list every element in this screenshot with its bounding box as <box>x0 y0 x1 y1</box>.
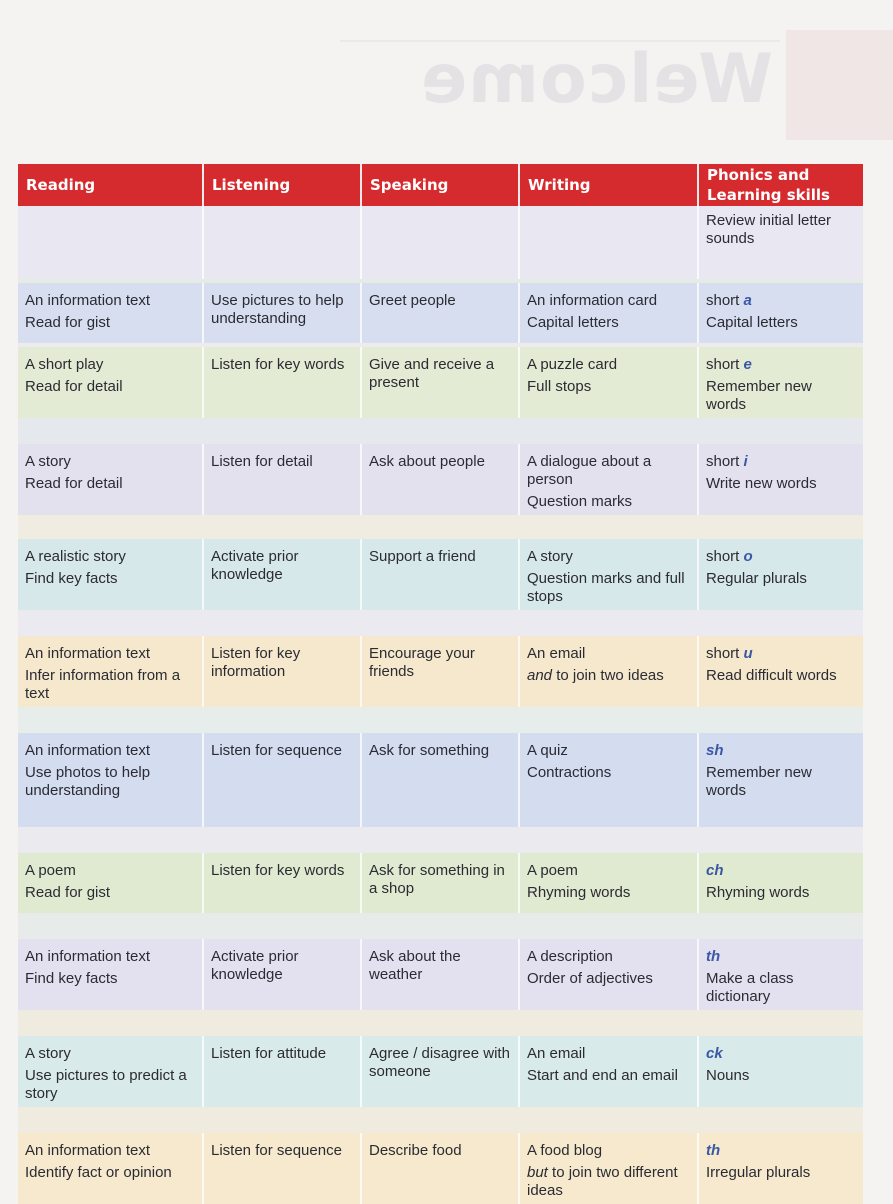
speaking-skill: Ask for something in a shop <box>369 862 505 897</box>
listening-cell <box>204 206 362 279</box>
listening-skill: Listen for key words <box>211 862 345 879</box>
listening-skill: Activate prior knowledge <box>211 948 299 983</box>
speaking-skill: Ask about the weather <box>369 948 461 983</box>
listening-cell <box>204 539 362 610</box>
speaking-cell <box>362 853 520 913</box>
writing-cell <box>520 1133 699 1204</box>
learning-skill: Remember new words <box>706 378 812 413</box>
reading-skill: Find key facts <box>25 570 118 587</box>
short-label: short <box>706 356 740 373</box>
table-row <box>18 206 863 279</box>
speaking-skill: Agree / disagree with someone <box>369 1045 510 1080</box>
learning-skill: Remember new words <box>706 764 812 799</box>
writing-cell <box>520 206 699 279</box>
table-row <box>18 1036 863 1107</box>
table-row <box>18 939 863 1010</box>
listening-cell <box>204 283 362 343</box>
speaking-cell <box>362 733 520 827</box>
header-speaking: Speaking <box>362 164 520 206</box>
phonics-cell <box>699 853 863 913</box>
table-header-row <box>18 164 863 206</box>
speaking-cell <box>362 347 520 418</box>
phonics-cell <box>699 636 863 707</box>
reading-text-type: A story <box>25 453 71 470</box>
reading-skill: Read for detail <box>25 378 123 395</box>
reading-text-type: An information text <box>25 948 151 965</box>
phonics-letter: th <box>706 948 721 965</box>
header-phonics: Phonics and Learning skills <box>699 164 863 206</box>
phonics-letter: th <box>706 1142 721 1159</box>
speaking-cell <box>362 444 520 515</box>
learning-skill: Make a class dictionary <box>706 970 794 1005</box>
reading-text-type: A poem <box>25 862 76 879</box>
listening-cell <box>204 853 362 913</box>
table-row <box>18 1133 863 1204</box>
short-label: short <box>706 548 740 565</box>
writing-text-type: An email <box>527 1045 586 1062</box>
writing-text-type: A puzzle card <box>527 356 618 373</box>
writing-skill: and to join two ideas <box>527 667 664 684</box>
listening-skill: Listen for detail <box>211 453 313 470</box>
writing-text-type: An email <box>527 645 586 662</box>
listening-cell <box>204 444 362 515</box>
reading-text-type: An information text <box>25 645 151 662</box>
writing-text-type: A story <box>527 548 573 565</box>
learning-skill: Nouns <box>706 1067 750 1084</box>
writing-skill: Contractions <box>527 764 612 781</box>
short-label: short <box>706 292 740 309</box>
listening-skill: Use pictures to help understanding <box>211 292 344 327</box>
phonics-cell <box>699 444 863 515</box>
phonics-sound <box>706 292 856 310</box>
speaking-cell <box>362 539 520 610</box>
learning-skill: Regular plurals <box>706 570 807 587</box>
table-row <box>18 539 863 610</box>
phonics-letter: ck <box>706 1045 723 1062</box>
short-label: short <box>706 645 740 662</box>
speaking-skill: Ask for something <box>369 742 490 759</box>
speaking-skill: Greet people <box>369 292 456 309</box>
phonics-letter: a <box>743 292 752 309</box>
phonics-cell <box>699 1036 863 1107</box>
background-decoration <box>786 30 893 140</box>
listening-skill: Listen for sequence <box>211 742 342 759</box>
writing-skill: but to join two different ideas <box>527 1164 678 1199</box>
speaking-cell <box>362 206 520 279</box>
italic-word: but <box>527 1164 548 1181</box>
reading-cell <box>18 539 204 610</box>
writing-cell <box>520 539 699 610</box>
table-row <box>18 733 863 827</box>
header-writing: Writing <box>520 164 699 206</box>
reading-skill: Read for gist <box>25 314 111 331</box>
listening-cell <box>204 733 362 827</box>
writing-skill: Start and end an email <box>527 1067 678 1084</box>
speaking-skill: Support a friend <box>369 548 476 565</box>
reading-text-type: An information text <box>25 292 151 309</box>
listening-cell <box>204 939 362 1010</box>
writing-text-type: A poem <box>527 862 578 879</box>
writing-text-type: A food blog <box>527 1142 603 1159</box>
writing-skill: Question marks <box>527 493 633 510</box>
speaking-skill: Give and receive a present <box>369 356 495 391</box>
phonics-cell <box>699 539 863 610</box>
reading-cell <box>18 347 204 418</box>
listening-skill: Listen for key words <box>211 356 345 373</box>
phonics-sound <box>706 548 856 566</box>
speaking-cell <box>362 283 520 343</box>
reading-skill: Use photos to help understanding <box>25 764 151 799</box>
reading-cell <box>18 444 204 515</box>
writing-cell <box>520 283 699 343</box>
writing-cell <box>520 939 699 1010</box>
table-row <box>18 853 863 913</box>
writing-cell <box>520 347 699 418</box>
learning-skill: Read difficult words <box>706 667 837 684</box>
writing-text-type: An information card <box>527 292 658 309</box>
writing-cell <box>520 1036 699 1107</box>
listening-cell <box>204 1133 362 1204</box>
reading-text-type: A short play <box>25 356 104 373</box>
phonics-letter: sh <box>706 742 724 759</box>
table-row <box>18 444 863 515</box>
table-row <box>18 636 863 707</box>
reading-skill: Read for detail <box>25 475 123 492</box>
listening-cell <box>204 636 362 707</box>
speaking-cell <box>362 1133 520 1204</box>
reading-text-type: An information text <box>25 742 151 759</box>
skills-table <box>18 164 863 1204</box>
header-listening: Listening <box>204 164 362 206</box>
phonics-sound <box>706 645 856 663</box>
phonics-letter: i <box>743 453 748 470</box>
reading-text-type: An information text <box>25 1142 151 1159</box>
phonics-sound <box>706 356 856 374</box>
reading-cell <box>18 206 204 279</box>
phonics-letter: o <box>743 548 753 565</box>
reading-text-type: A story <box>25 1045 71 1062</box>
learning-skill: Review initial letter sounds <box>706 212 832 247</box>
reading-cell <box>18 853 204 913</box>
table-row <box>18 283 863 343</box>
table-row <box>18 347 863 418</box>
listening-skill: Activate prior knowledge <box>211 548 299 583</box>
reading-cell <box>18 733 204 827</box>
speaking-cell <box>362 1036 520 1107</box>
phonics-cell <box>699 939 863 1010</box>
writing-skill: Question marks and full stops <box>527 570 685 605</box>
writing-cell <box>520 853 699 913</box>
writing-skill: Capital letters <box>527 314 619 331</box>
listening-skill: Listen for key information <box>211 645 301 680</box>
speaking-cell <box>362 636 520 707</box>
learning-skill: Write new words <box>706 475 817 492</box>
phonics-cell <box>699 347 863 418</box>
writing-skill: Rhyming words <box>527 884 631 901</box>
phonics-letter: ch <box>706 862 724 879</box>
listening-cell <box>204 347 362 418</box>
italic-word: and <box>527 667 553 684</box>
speaking-skill: Ask about people <box>369 453 485 470</box>
reading-skill: Use pictures to predict a story <box>25 1067 187 1102</box>
reading-cell <box>18 283 204 343</box>
learning-skill: Rhyming words <box>706 884 810 901</box>
reading-cell <box>18 1133 204 1204</box>
writing-cell <box>520 733 699 827</box>
phonics-letter: u <box>743 645 753 662</box>
writing-text-type: A dialogue about a person <box>527 453 652 488</box>
speaking-skill: Describe food <box>369 1142 462 1159</box>
writing-text-type: A quiz <box>527 742 568 759</box>
writing-text-type: A description <box>527 948 613 965</box>
reading-text-type: A realistic story <box>25 548 126 565</box>
writing-skill: Full stops <box>527 378 592 395</box>
phonics-letter: e <box>743 356 752 373</box>
listening-cell <box>204 1036 362 1107</box>
short-label: short <box>706 453 740 470</box>
writing-skill: Order of adjectives <box>527 970 653 987</box>
speaking-cell <box>362 939 520 1010</box>
header-reading: Reading <box>18 164 204 206</box>
phonics-cell <box>699 206 863 279</box>
reading-skill: Read for gist <box>25 884 111 901</box>
phonics-sound <box>706 453 856 471</box>
phonics-cell <box>699 283 863 343</box>
background-title: Welcome <box>420 40 774 119</box>
listening-skill: Listen for attitude <box>211 1045 327 1062</box>
reading-cell <box>18 636 204 707</box>
writing-cell <box>520 636 699 707</box>
reading-skill: Infer information from a text <box>25 667 181 702</box>
listening-skill: Listen for sequence <box>211 1142 342 1159</box>
reading-skill: Identify fact or opinion <box>25 1164 172 1181</box>
speaking-skill: Encourage your friends <box>369 645 475 680</box>
phonics-cell <box>699 733 863 827</box>
writing-cell <box>520 444 699 515</box>
learning-skill: Irregular plurals <box>706 1164 811 1181</box>
learning-skill: Capital letters <box>706 314 798 331</box>
reading-skill: Find key facts <box>25 970 118 987</box>
reading-cell <box>18 1036 204 1107</box>
reading-cell <box>18 939 204 1010</box>
phonics-cell <box>699 1133 863 1204</box>
